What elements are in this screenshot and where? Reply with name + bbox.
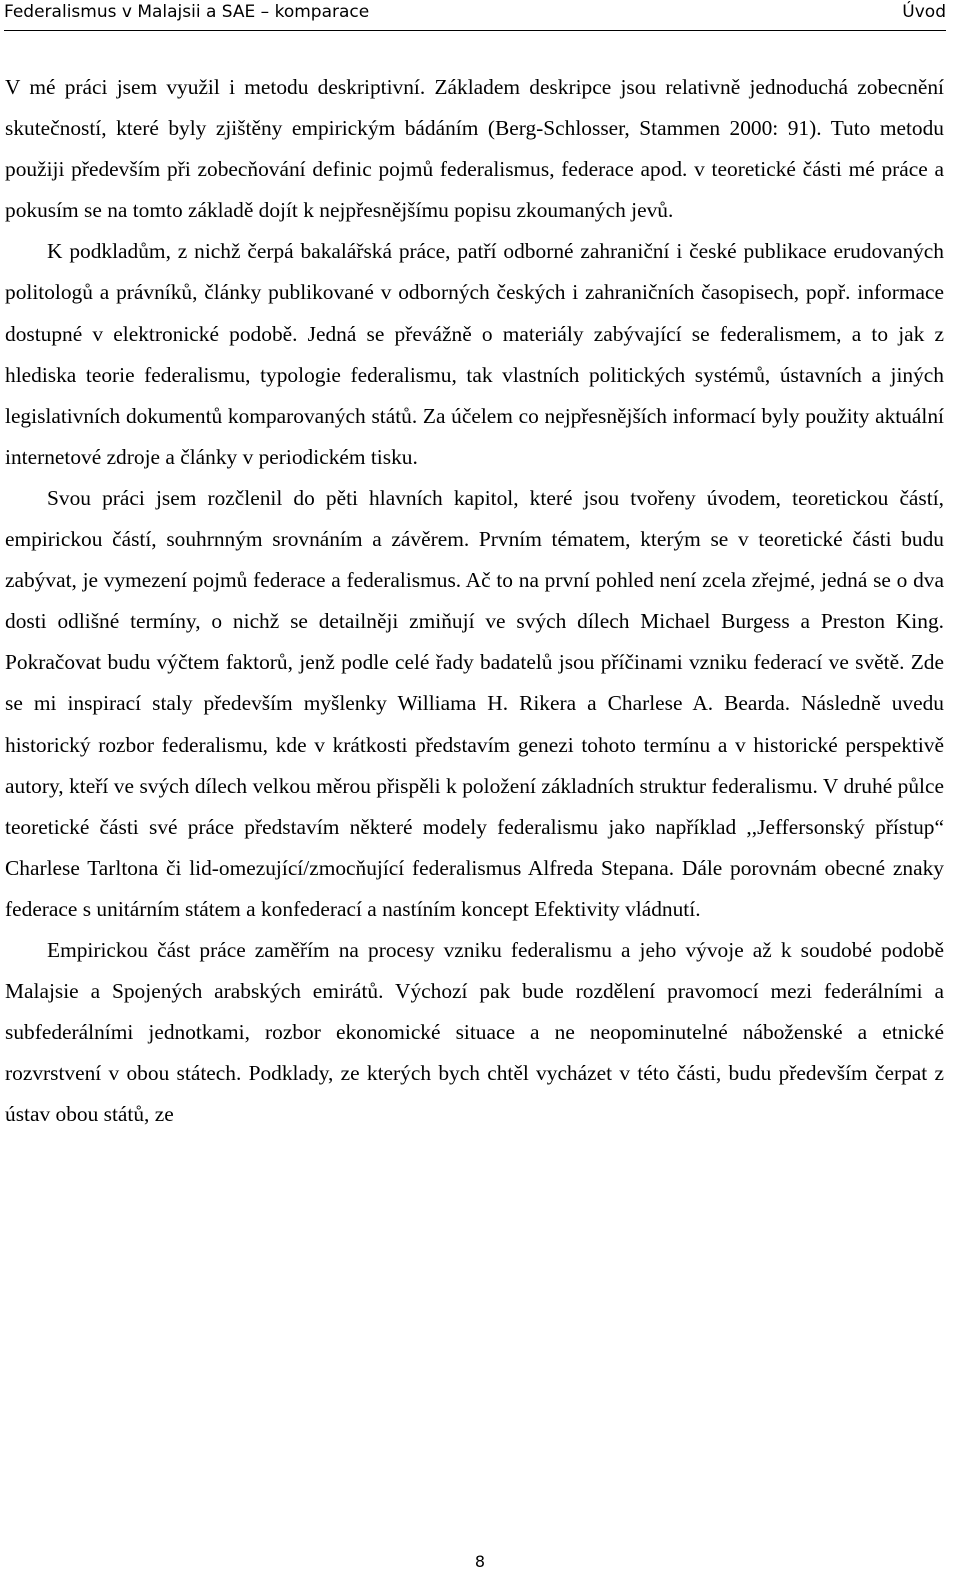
paragraph-empirical: Empirickou část práce zaměřím na procesy vzniku federalismu a jeho vývoje až k soudobé podobě Malajsie a Spojených arabských emirátů. Výchozí pak bude rozdělení pravomocí mezi federálními a subfederálními jednotkami, rozbor ekonomické situace a ne neopominutelné náboženské a etnické rozvrstvení v obou státech. Podklady, ze kterých bych chtěl vycházet v této části, budu především čerpat z ústav obou států, ze: [5, 937, 944, 1127]
page-header: [4, 0, 946, 31]
paragraph-sources: K podkladům, z nichž čerpá bakalářská práce, patří odborné zahraniční i české publikace erudovaných politologů a právníků, články publikované v odborných českých i zahraničních časopisech, popř. informace dostupné v elektronické podobě. Jedná se převážně o materiály zabývající se federalismem, a to jak z hlediska teorie federalismu, typologie federalismu, tak vlastních politických systémů, ústavních a jiných legislativních dokumentů komparovaných států. Za účelem co nejpřesnějších informací byly použity aktuální internetové zdroje a články v periodickém tisku.: [5, 239, 944, 469]
document-body: [5, 67, 944, 1135]
section-title: Úvod: [902, 2, 946, 22]
paragraph-structure: Svou práci jsem rozčlenil do pěti hlavních kapitol, které jsou tvořeny úvodem, teoretickou částí, empirickou částí, souhrnným srovnáním a závěrem. Prvním tématem, kterým se v teoretické části budu zabývat, je vymezení pojmů federace a federalismus. Ač to na první pohled není zcela zřejmé, jedná se o dva dosti odlišné termíny, o nichž se detailněji zmiňují ve svých dílech Michael Burgess a Preston King. Pokračovat budu výčtem faktorů, jenž podle celé řady badatelů jsou příčinami vzniku federací ve světě. Zde se mi inspirací staly především myšlenky Williama H. Rikera a Charlese A. Bearda. Následně uvedu historický rozbor federalismu, kde v krátkosti představím genezi tohoto termínu a v historické perspektivě autory, kteří ve svých dílech velkou měrou přispěli k položení základních struktur federalismu. V druhé půlce teoretické části své práce představím některé modely federalismu jako například ,,Jeffersonský přístup“ Charlese Tarltona či lid-omezující/zmocňující federalismus Alfreda Stepana. Dále porovnám obecné znaky federace s unitárním státem a konfederací a nastíním koncept Efektivity vládnutí.: [5, 485, 944, 921]
paragraph-methodology: V mé práci jsem využil i metodu deskriptivní. Základem deskripce jsou relativně jednoduchá zobecnění skutečností, které byly zjištěny empirickým bádáním (Berg-Schlosser, Stammen 2000: 91). Tuto metodu použiji především při zobecňování definic pojmů federalismus, federace apod. v teoretické části mé práce a pokusím se na tomto základě dojít k nejpřesnějšímu popisu zkoumaných jevů.: [5, 75, 944, 223]
page-number: 8: [474, 1552, 486, 1571]
document-title: Federalismus v Malajsii a SAE – komparace: [4, 2, 370, 22]
